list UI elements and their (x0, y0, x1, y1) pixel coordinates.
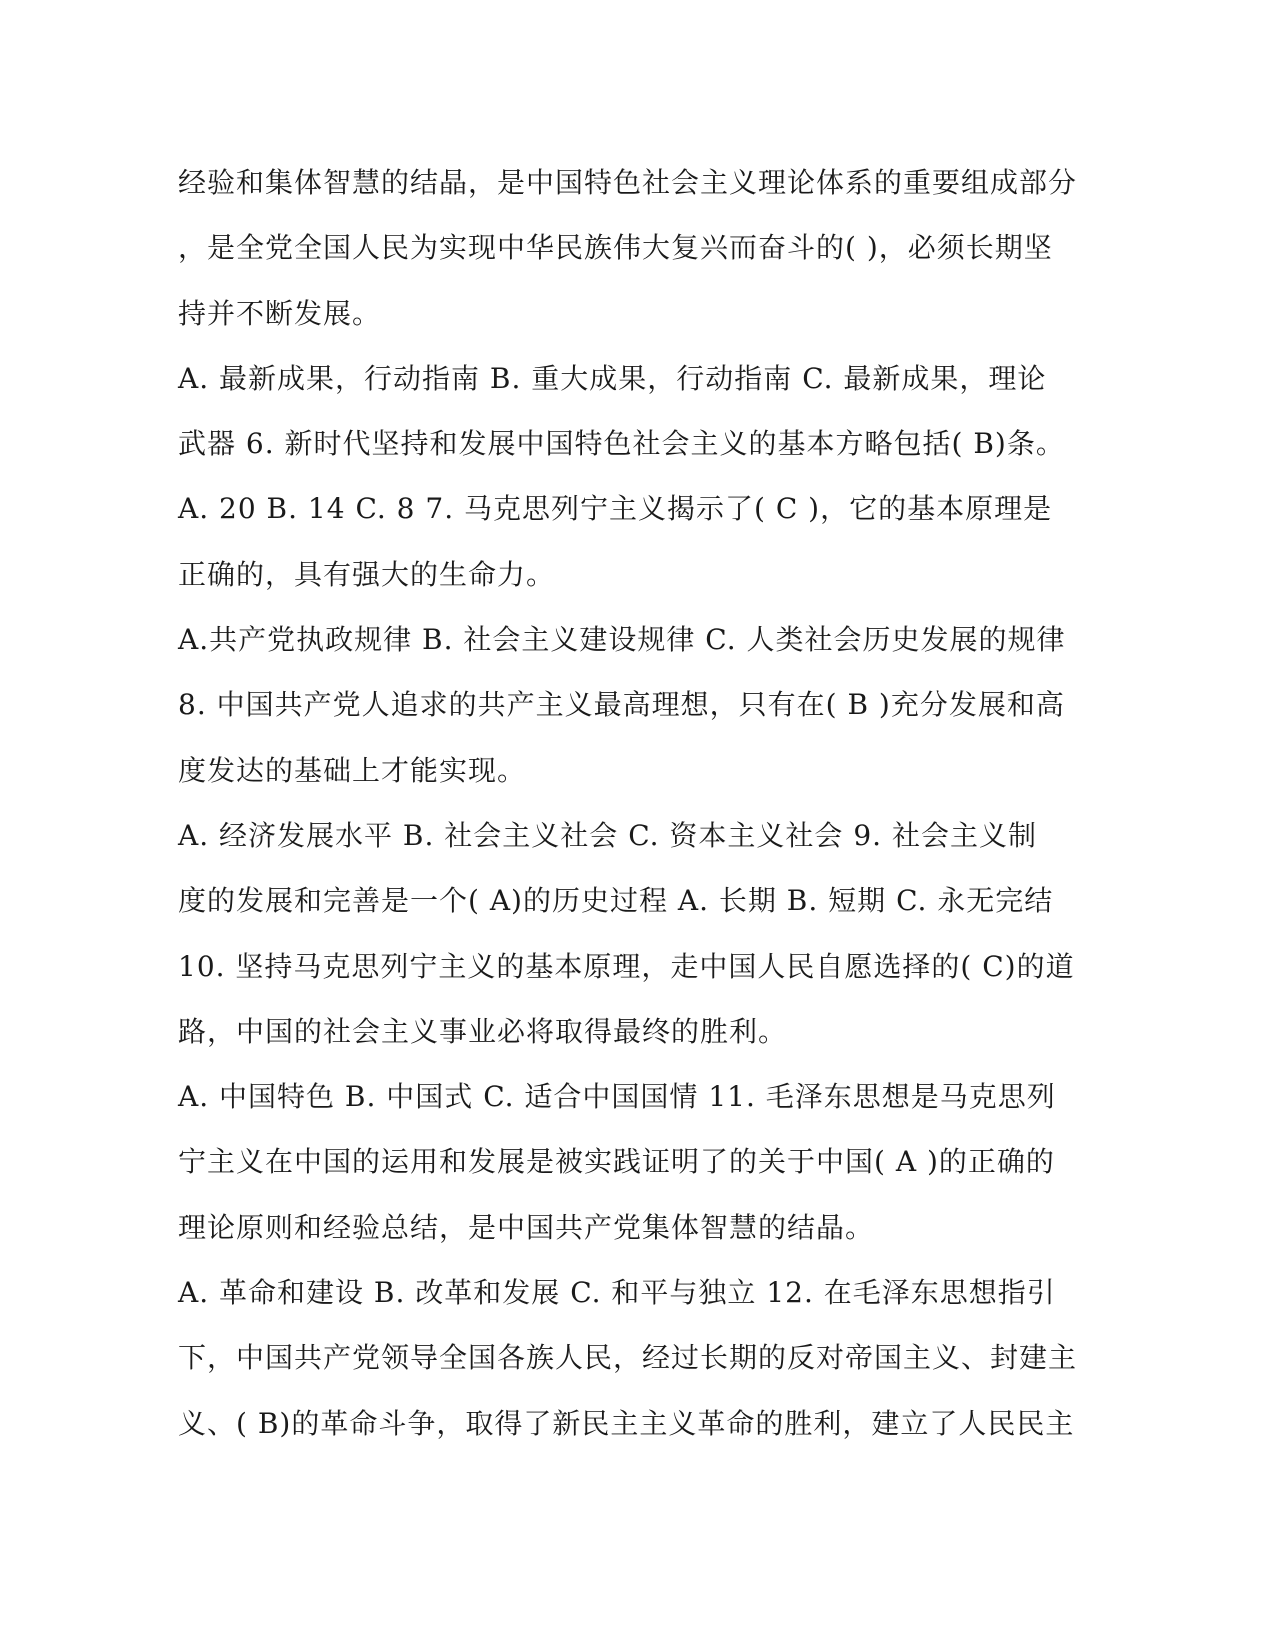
text-line: ，是全党全国人民为实现中华民族伟大复兴而奋斗的( )，必须长期坚 (178, 231, 1053, 265)
text-line: 宁主义在中国的运用和发展是被实践证明了的关于中国( A )的正确的 (178, 1145, 1055, 1179)
document-body (178, 150, 1078, 1456)
text-line: 度的发展和完善是一个( A)的历史过程 A. 长期 B. 短期 C. 永无完结 (178, 884, 1054, 918)
text-line: A. 经济发展水平 B. 社会主义社会 C. 资本主义社会 9. 社会主义制 (178, 818, 1037, 852)
text-line: 持并不断发展。 (178, 296, 382, 330)
text-line: 8. 中国共产党人追求的共产主义最高理想，只有在( B )充分发展和高 (178, 688, 1065, 722)
text-line: 路，中国的社会主义事业必将取得最终的胜利。 (178, 1014, 788, 1048)
text-line: A. 20 B. 14 C. 8 7. 马克思列宁主义揭示了( C )，它的基本原理是 (178, 492, 1053, 526)
text-line: 10. 坚持马克思列宁主义的基本原理，走中国人民自愿选择的( C)的道 (178, 949, 1075, 983)
text-line: 下，中国共产党领导全国各族人民，经过长期的反对帝国主义、封建主 (178, 1341, 1078, 1375)
text-line: A. 最新成果，行动指南 B. 重大成果，行动指南 C. 最新成果，理论 (178, 361, 1047, 395)
text-line: 理论原则和经验总结，是中国共产党集体智慧的结晶。 (178, 1210, 875, 1244)
text-line: 度发达的基础上才能实现。 (178, 753, 527, 787)
text-line: A. 中国特色 B. 中国式 C. 适合中国国情 11. 毛泽东思想是马克思列 (178, 1080, 1056, 1114)
text-line: A.共产党执政规律 B. 社会主义建设规律 C. 人类社会历史发展的规律 (178, 623, 1066, 657)
text-line: 正确的，具有强大的生命力。 (178, 557, 556, 591)
text-line: 武器 6. 新时代坚持和发展中国特色社会主义的基本方略包括( B)条。 (178, 427, 1065, 461)
text-line: A. 革命和建设 B. 改革和发展 C. 和平与独立 12. 在毛泽东思想指引 (178, 1276, 1056, 1310)
text-line: 经验和集体智慧的结晶，是中国特色社会主义理论体系的重要组成部分 (178, 166, 1078, 199)
text-line: 义、( B)的革命斗争，取得了新民主主义革命的胜利，建立了人民民主 (178, 1406, 1075, 1440)
